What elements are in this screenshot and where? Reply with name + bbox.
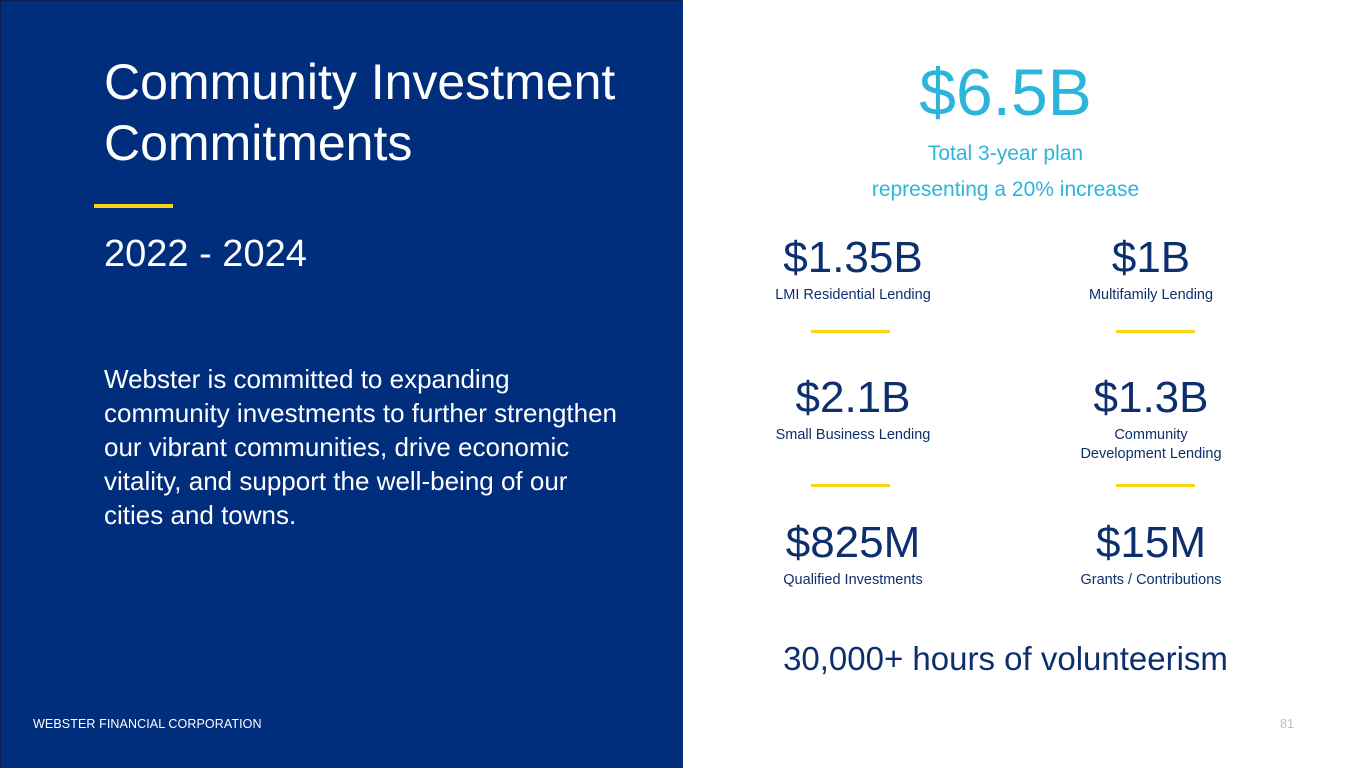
stat-qualified-investments [733,516,973,590]
stat-divider [1116,484,1195,487]
stat-label-line2: Development Lending [1080,446,1222,462]
title-divider [94,204,173,208]
stat-value: $825M [785,518,921,567]
total-plan-increase: representing a 20% increase [871,178,1140,201]
year-range: 2022 - 2024 [104,233,307,275]
slide-title [104,52,664,174]
total-plan-caption: Total 3-year plan [927,142,1084,165]
stat-label: Multifamily Lending [1088,287,1214,303]
stat-value: $1.35B [783,233,923,282]
volunteer-hours: 30,000+ hours of volunteerism [783,640,1228,677]
stat-label: Qualified Investments [783,572,923,588]
stat-label-line1: Community [1114,427,1188,443]
stat-divider [811,484,890,487]
stat-lmi-residential [733,231,973,305]
page-number: 81 [1280,717,1294,731]
stat-grants [1031,516,1271,590]
commitment-description: Webster is committed to expanding community investments to further strengthen our vibrant communities, drive economic vitality, and support the well-being of our cities and towns. [104,364,618,530]
stat-multifamily [1031,231,1271,305]
stat-label: Small Business Lending [775,427,931,443]
total-plan-value: $6.5B [919,55,1092,129]
company-footer: WEBSTER FINANCIAL CORPORATION [33,717,262,731]
stat-value: $15M [1095,518,1207,567]
stat-label: LMI Residential Lending [775,287,931,303]
stat-value: $1.3B [1093,373,1209,422]
stat-value: $1B [1111,233,1191,282]
stat-divider [811,330,890,333]
stat-divider [1116,330,1195,333]
stat-value: $2.1B [795,373,911,422]
stat-label: Grants / Contributions [1080,572,1222,588]
slide-title-line1: Community Investment [104,54,616,110]
slide-title-line2: Commitments [104,115,413,171]
stat-community-development [1031,371,1271,464]
stat-small-business [733,371,973,445]
